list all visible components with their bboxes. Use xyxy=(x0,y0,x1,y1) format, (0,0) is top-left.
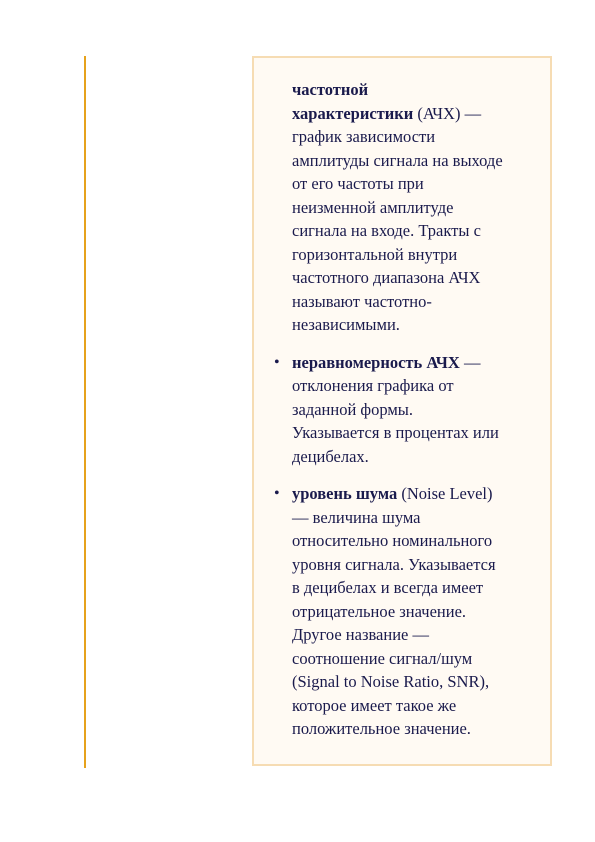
first-block-line: горизонтальной внутри xyxy=(292,244,458,264)
bullet-line: относительно номинального xyxy=(292,531,493,550)
first-block-line: сигнала на входе. Тракты с xyxy=(292,221,481,240)
term-fragment: частотной xyxy=(292,80,369,99)
first-block-line: называют частотно- xyxy=(292,291,432,311)
bullet-line: Указывается в процентах или xyxy=(292,423,499,442)
bullet-line xyxy=(292,482,554,506)
bullet-dot: • xyxy=(274,485,280,502)
first-block-line xyxy=(292,102,554,126)
first-block-line: независимыми. xyxy=(292,315,400,334)
term-fragment: характеристики xyxy=(292,103,414,123)
bullet-line xyxy=(292,351,554,375)
first-block-line: график зависимости xyxy=(292,127,436,146)
bullet-line: заданной формы. xyxy=(292,399,414,419)
bullet-line: в децибелах и всегда имеет xyxy=(292,578,484,597)
first-block-line: амплитуды сигнала на выходе xyxy=(292,150,503,170)
bullet-line: которое имеет такое же xyxy=(292,695,457,715)
bullet-line: децибелах. xyxy=(292,446,369,466)
first-block-line: от его частоты при xyxy=(292,174,424,193)
first-block-line xyxy=(292,78,554,102)
bullet-line: уровня сигнала. Указывается xyxy=(292,554,496,574)
text-fragment: (Noise Level) xyxy=(397,484,493,503)
bullet-term: уровень шума xyxy=(292,484,398,503)
bullet-line: отклонения графика от xyxy=(292,376,454,395)
text-fragment: (АЧХ) — xyxy=(413,103,482,123)
bullet-item xyxy=(274,351,554,469)
bullet-line: — величина шума xyxy=(292,507,421,527)
first-block-line: неизменной амплитуде xyxy=(292,197,454,217)
text-fragment: — xyxy=(459,352,481,372)
first-block xyxy=(292,78,554,337)
bullet-term: неравномерность АЧХ xyxy=(292,352,460,372)
left-accent-line xyxy=(84,56,86,768)
bullet-item xyxy=(274,482,554,741)
first-block-line: частотного диапазона АЧХ xyxy=(292,268,481,287)
bullet-line: Другое название — xyxy=(292,625,429,644)
bullet-dot: • xyxy=(274,353,280,371)
bullet-line: (Signal to Noise Ratio, SNR), xyxy=(292,672,490,691)
bullet-line: отрицательное значение. xyxy=(292,601,467,621)
bullet-line: соотношение сигнал/шум xyxy=(292,648,473,668)
text-area xyxy=(274,78,554,741)
bullet-line: положительное значение. xyxy=(292,719,471,738)
